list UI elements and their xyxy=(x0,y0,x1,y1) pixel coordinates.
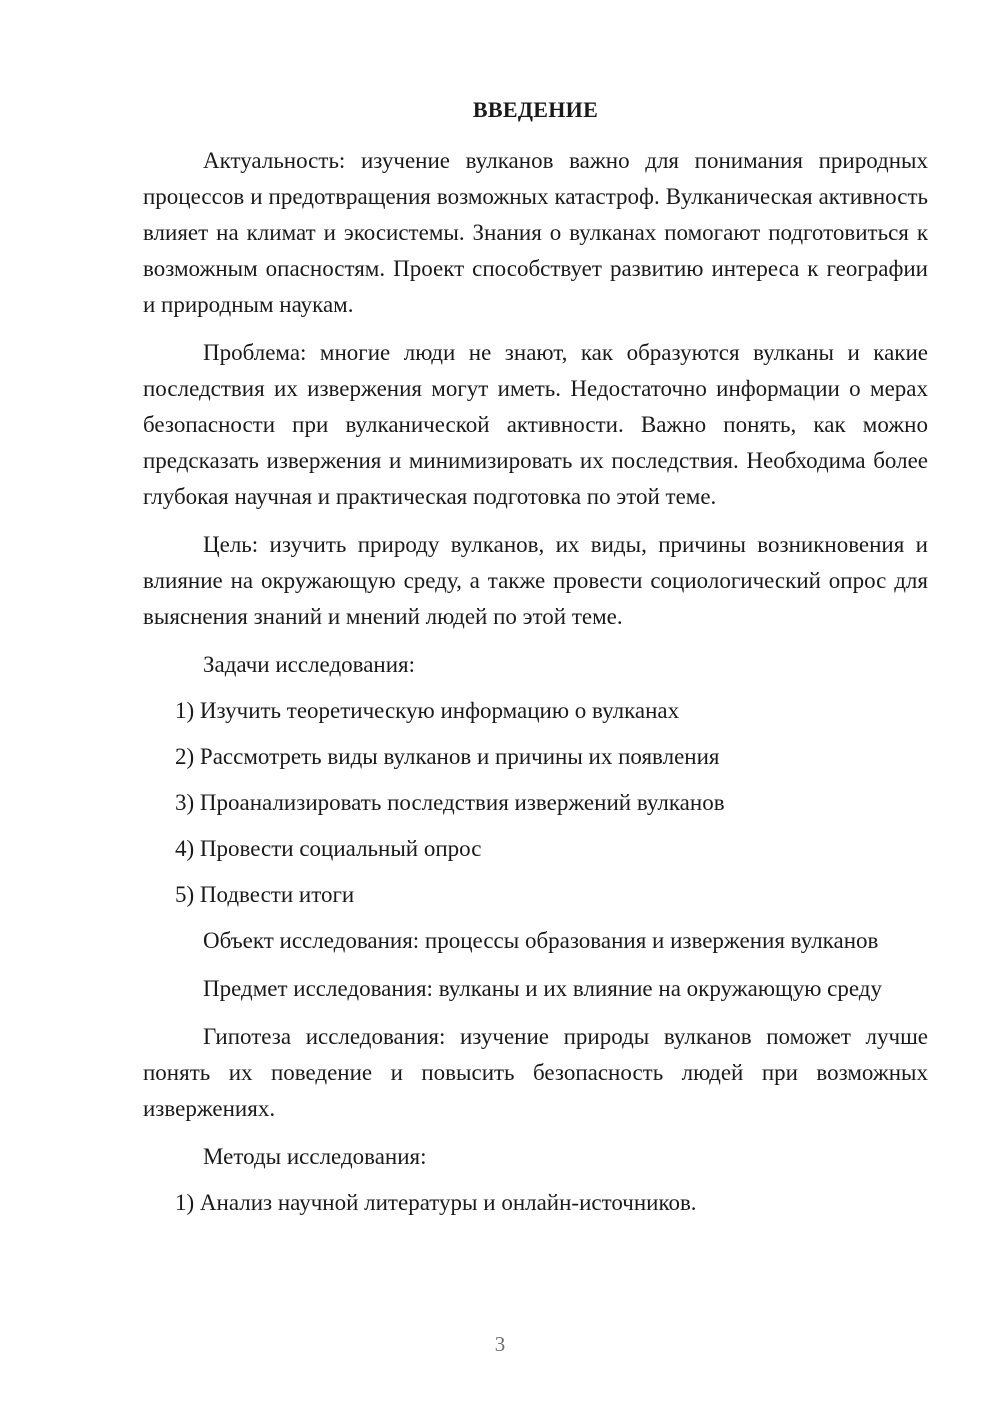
list-item: 1) Изучить теоретическую информацию о вулканах xyxy=(175,698,680,723)
relevance-paragraph: Актуальность: изучение вулканов важно для понимания природных процессов и предотвращения возможных катастроф. Вулканическая активность влияет на климат и экосистемы. Знания о вулканах помогают подготовиться к возможным опасностям. Проект способствует развитию интереса к географии и природным наукам. xyxy=(143,148,928,317)
problem-paragraph: Проблема: многие люди не знают, как образуются вулканы и какие последствия их извержения могут иметь. Недостаточно информации о мерах безопасности при вулканической активности. Важно понять, как можно предсказать извержения и минимизировать их последствия. Необходима более глубокая научная и практическая подготовка по этой теме. xyxy=(143,340,928,509)
methods-list xyxy=(143,1185,928,1221)
subject-paragraph: Предмет исследования: вулканы и их влияние на окружающую среду xyxy=(203,976,882,1001)
object-paragraph: Объект исследования: процессы образования и извержения вулканов xyxy=(203,928,879,953)
methods-heading: Методы исследования: xyxy=(203,1144,427,1169)
document-page xyxy=(143,94,928,1231)
hypothesis-paragraph: Гипотеза исследования: изучение природы вулканов поможет лучше понять их поведение и повысить безопасность людей при возможных извержениях. xyxy=(143,1024,928,1121)
list-item: 3) Проанализировать последствия извержений вулканов xyxy=(175,790,725,815)
tasks-list xyxy=(143,693,928,913)
tasks-heading: Задачи исследования: xyxy=(203,652,416,677)
section-title: ВВЕДЕНИЕ xyxy=(472,97,599,122)
list-item: 2) Рассмотреть виды вулканов и причины их появления xyxy=(175,744,720,769)
list-item: 5) Подвести итоги xyxy=(175,882,355,907)
goal-paragraph: Цель: изучить природу вулканов, их виды, причины возникновения и влияние на окружающую среду, а также провести социологический опрос для выяснения знаний и мнений людей по этой теме. xyxy=(143,532,928,629)
list-item: 4) Провести социальный опрос xyxy=(175,836,482,861)
list-item: 1) Анализ научной литературы и онлайн-источников. xyxy=(175,1190,697,1215)
page-number: 3 xyxy=(494,1332,506,1356)
